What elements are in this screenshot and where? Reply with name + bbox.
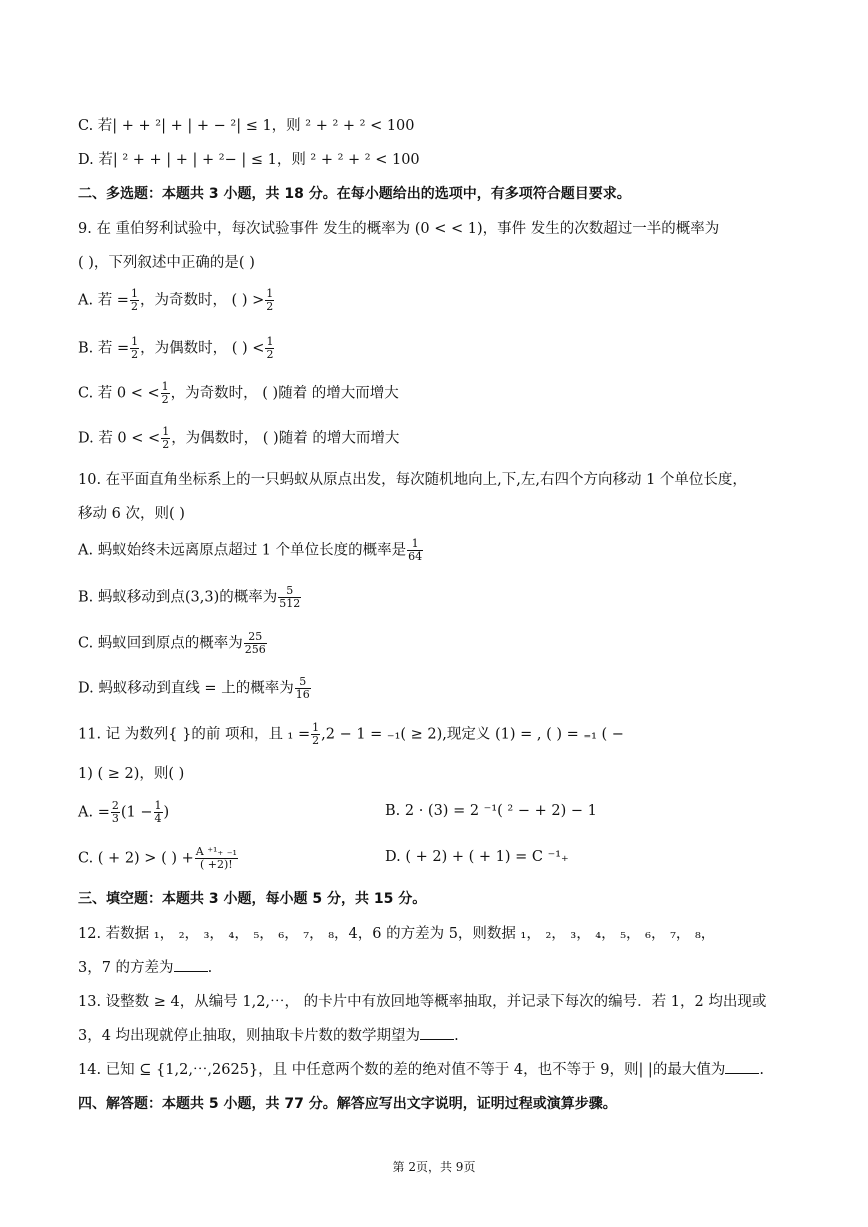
q11-option-b: B. 2 · (3) = 2 ⁻¹( ² − + 2) − 1 [385, 803, 597, 819]
q9-option-b [78, 336, 275, 361]
q13-line2 [78, 1024, 459, 1045]
page-footer: 第 2页，共 9页 [392, 1160, 476, 1174]
q10-option-d [78, 676, 312, 701]
q9a-mid: ，为奇数时， ( ) > [139, 292, 265, 309]
fraction: $\frac{1}{64}$ [408, 537, 423, 563]
q10a-text: A. 蚂蚁始终未远离原点超过 1 个单位长度的概率是 [78, 542, 407, 559]
q10d-text: D. 蚂蚁移动到直线 = 上的概率为 [78, 680, 294, 697]
q10-stem-line1: 10. 在平面直角坐标系上的一只蚂蚁从原点出发，每次随机地向上,下,左,右四个方向移动 1 个单位长度， [78, 472, 747, 488]
q11-post: ,2 − 1 = ₋₁( ≥ 2),现定义 (1) = , ( ) = ₌₁ ( − [321, 726, 624, 743]
q11a-paren: (1 − [120, 804, 153, 821]
fraction: $\frac{2}{3}$ [111, 799, 119, 825]
q10-option-a [78, 538, 424, 563]
q11-option-d: D. ( + 2) + ( + 1) = C ⁻¹₊ [385, 849, 569, 865]
answer-blank[interactable] [420, 1027, 454, 1040]
fraction: $\frac{1}{4}$ [154, 799, 162, 825]
q11a-close: ) [163, 804, 170, 821]
fraction: $\frac{25}{256}$ [244, 630, 266, 656]
fraction: $\frac{1}{2}$ [130, 287, 138, 313]
q10c-text: C. 蚂蚁回到原点的概率为 [78, 635, 243, 652]
fraction: $\frac{1}{2}$ [162, 425, 170, 451]
fraction: $\frac{1}{2}$ [266, 287, 274, 313]
q9c-pre: C. 若 0 < < [78, 385, 160, 402]
q14-line [78, 1058, 764, 1079]
fraction: $\frac{1}{2}$ [266, 335, 274, 361]
fraction: $\frac{\text{A ⁺¹₊ ₋₁}}{( +2)!}$ [195, 845, 237, 871]
fraction: $\frac{1}{2}$ [312, 721, 320, 747]
answer-blank[interactable] [174, 959, 208, 972]
q12-line1: 12. 若数据 ₁， ₂， ₃， ₄， ₅， ₆， ₇， ₈，4，6 的方差为 5，则数据 ₁， ₂， ₃， ₄， ₅， ₆， ₇， ₈， [78, 926, 716, 942]
q11-stem-line1 [78, 722, 624, 747]
q10-option-b [78, 585, 302, 610]
q10-stem-line2: 移动 6 次，则( ) [78, 506, 185, 522]
q9-stem-line2: ( )，下列叙述中正确的是( ) [78, 255, 255, 271]
q12-end: . [207, 960, 213, 976]
q13-line1: 13. 设整数 ≥ 4，从编号 1,2,⋯， 的卡片中有放回地等概率抽取，并记录下每次的编号．若 1，2 均出现或 [78, 994, 767, 1010]
fraction: $\frac{5}{512}$ [279, 584, 301, 610]
q11-option-a [78, 800, 169, 825]
section-3-heading: 三、填空题：本题共 3 小题，每小题 5 分，共 15 分。 [78, 891, 427, 907]
q13-text: 3，4 均出现就停止抽取，则抽取卡片数的数学期望为 [78, 1028, 421, 1044]
section-4-heading: 四、解答题：本题共 5 小题，共 77 分。解答应写出文字说明，证明过程或演算步骤。 [78, 1096, 617, 1112]
q13-end: . [454, 1028, 459, 1044]
q8-option-c: C. 若| + + ²| + | + − ²| ≤ 1，则 ² + ² + ² < 100 [78, 118, 415, 134]
q9d-pre: D. 若 0 < < [78, 430, 161, 447]
section-2-heading: 二、多选题：本题共 3 小题，共 18 分。在每小题给出的选项中，有多项符合题目要求。 [78, 186, 631, 202]
q9a-pre: A. 若 = [78, 292, 129, 309]
q10b-text: B. 蚂蚁移动到点(3,3)的概率为 [78, 589, 278, 606]
q9-option-c [78, 381, 399, 406]
q9-option-d [78, 426, 399, 451]
q11-pre: 11. 记 为数列{ }的前 项和，且 ₁ = [78, 726, 311, 743]
q9b-pre: B. 若 = [78, 340, 130, 357]
q9d-post: ，为偶数时， ( )随着 的增大而增大 [171, 430, 400, 447]
q8-option-d: D. 若| ² + + | + | + ²− | ≤ 1，则 ² + ² + ² < 100 [78, 152, 420, 168]
q9-option-a [78, 288, 275, 313]
q11-stem-line2: 1) ( ≥ 2)，则( ) [78, 766, 185, 782]
fraction: $\frac{1}{2}$ [131, 335, 139, 361]
q12-line2 [78, 956, 212, 977]
q14-end: . [759, 1062, 764, 1078]
q9-stem-line1: 9. 在 重伯努利试验中，每次试验事件 发生的概率为 (0 < < 1)，事件 发生的次数超过一半的概率为 [78, 221, 720, 237]
q11a-pre: A. = [78, 804, 110, 821]
answer-blank[interactable] [725, 1061, 759, 1074]
q9c-post: ，为奇数时， ( )随着 的增大而增大 [170, 385, 399, 402]
fraction: $\frac{5}{16}$ [295, 675, 310, 701]
fraction: $\frac{1}{2}$ [161, 380, 169, 406]
q11c-pre: C. ( + 2) > ( ) + [78, 850, 194, 867]
q14-text: 14. 已知 ⊆ {1,2,⋯,2625}，且 中任意两个数的差的绝对值不等于 4，也不等于 9，则| |的最大值为 [78, 1062, 726, 1078]
q9b-mid: ，为偶数时， ( ) < [140, 340, 265, 357]
q11-option-c [78, 846, 239, 871]
q10-option-c [78, 631, 268, 656]
q12-text: 3，7 的方差为 [78, 960, 174, 976]
